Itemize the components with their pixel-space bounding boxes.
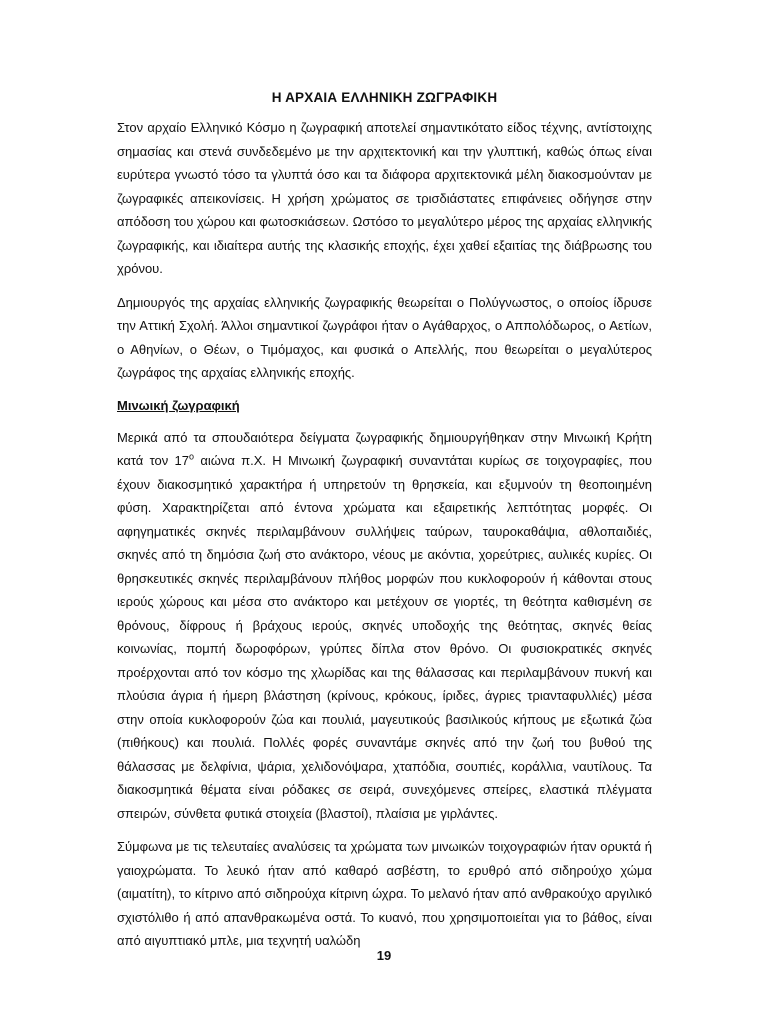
page-number: 19 [376,948,392,963]
minoan-paragraph-1-start: Μερικά από τα σπουδαιότερα δείγματα ζωγραφικής δημιουργήθηκαν στην Μινωική Κρήτη κατά τον 17 [117,429,652,468]
minoan-paragraph-2: Σύμφωνα με τις τελευταίες αναλύσεις τα χρώματα των μινωικών τοιχογραφιών ήταν ορυκτά ή γαιοχρώματα. Το λευκό ήταν από καθαρό ασβέστη, το ερυθρό από σιδηρούχο χώμα (αιματίτη), το κίτρινο από σιδηρούχα κίτρινη ώχρα. Το μελανό ήταν από ανθρακούχο αργιλικό σχιστόλιθο ή από απανθρακωμένα οστά. Το κυανό, που χρησιμοποιείται για το βάθος, είναι από αιγυπτιακό μπλε, μια τεχνητή υαλώδη [117,839,652,948]
section-heading-minoan: Μινωική ζωγραφική [117,397,240,413]
intro-paragraph-2: Δημιουργός της αρχαίας ελληνικής ζωγραφικής θεωρείται ο Πολύγνωστος, ο οποίος ίδρυσε την Αττική Σχολή. Άλλοι σημαντικοί ζωγράφοι ήταν ο Αγάθαρχος, ο Αππολόδωρος, ο Αετίων, ο Αθηνίων, ο Θέων, ο Τιμόμαχος, και φυσικά ο Απελλής, που θεωρείται ο μεγαλύτερος ζωγράφος της αρχαίας ελληνικής εποχής. [117,294,652,380]
minoan-paragraph-1-rest: αιώνα π.Χ. Η Μινωική ζωγραφική συναντάται κυρίως σε τοιχογραφίες, που έχουν διακοσμητικό χαρακτήρα ή υπηρετούν τη θρησκεία, και εξυμνούν τη θεοποιημένη φύση. Χαρακτηρίζεται από έντονα χρώματα και εξαιρετικής λεπτότητας μορφές. Οι αφηγηματικές σκηνές περιλαμβάνουν συλλήψεις ταύρων, ταυροκαθάψια, αθλοπαιδιές, σκηνές από τη δημόσια ζωή στο ανάκτορο, νέους με ακόντια, χορεύτριες, αυλικές κυρίες. Οι θρησκευτικές σκηνές περιλαμβάνουν πλήθος μορφών που κυκλοφορούν ή κάθονται στους ιερούς χώρους και μέσα στο ανάκτορο και μετέχουν σε γιορτές, τη θεότητα καθισμένη σε θρόνους, δίφρους ή βράχους ιερούς, σκηνές υποδοχής της θεότητας, σκηνές θείας κοινωνίας, πομπή δωροφόρων, γρύπες δίπλα στον θρόνο. Οι φυσιοκρατικές σκηνές προέρχονται από τον κόσμο της χλωρίδας και της θάλασσας και περιλαμβάνουν πυκνή και πλούσια άγρια ή ήμερη βλάστηση (κρίνους, κρόκους, ίριδες, άγριες τριανταφυλλιές) μέσα στην οποία κυκλοφορούν ζώα και πουλιά, μαγευτικούς βασιλικούς κήπους με εξωτικά ζώα (πιθήκους) και πουλιά. Πολλές φορές συναντάμε σκηνές από την ζωή του βυθού της θάλασσας με δελφίνια, ψάρια, χελιδονόψαρα, χταπόδια, σουπιές, κοράλλια, ναυτίλους. Τα διακοσμητικά θέματα είναι ρόδακες σε σειρά, συνεχόμενες σπείρες, ελαστικά πλέγματα σπειρών, σύνθετα φυτικά στοιχεία (βλαστοί), πλαίσια με γιρλάντες. [117,453,652,821]
page-content [117,88,652,963]
intro-paragraph-1: Στον αρχαίο Ελληνικό Κόσμο η ζωγραφική αποτελεί σημαντικότατο είδος τέχνης, αντίστοιχης σημασίας και στενά συνδεδεμένο με την αρχιτεκτονική και την γλυπτική, καθώς όπως είναι ευρύτερα γνωστό τόσο τα γλυπτά όσο και τα διάφορα αρχιτεκτονικά μέλη διακοσμούνταν με ζωγραφικές απεικονίσεις. Η χρήση χρώματος σε τρισδιάστατες επιφάνειες οδήγησε στην απόδοση του χώρου και φωτοσκιάσεων. Ωστόσο το μεγαλύτερο μέρος της αρχαίας ελληνικής ζωγραφικής, και ιδιαίτερα αυτής της κλασικής εποχής, έχει χαθεί εξαιτίας της διάβρωσης του χρόνου. [117,120,652,276]
ordinal-superscript: ο [189,451,195,462]
minoan-paragraph-1 [117,426,652,826]
page-title: Η ΑΡΧΑΙΑ ΕΛΛΗΝΙΚΗ ΖΩΓΡΑΦΙΚΗ [271,90,498,105]
